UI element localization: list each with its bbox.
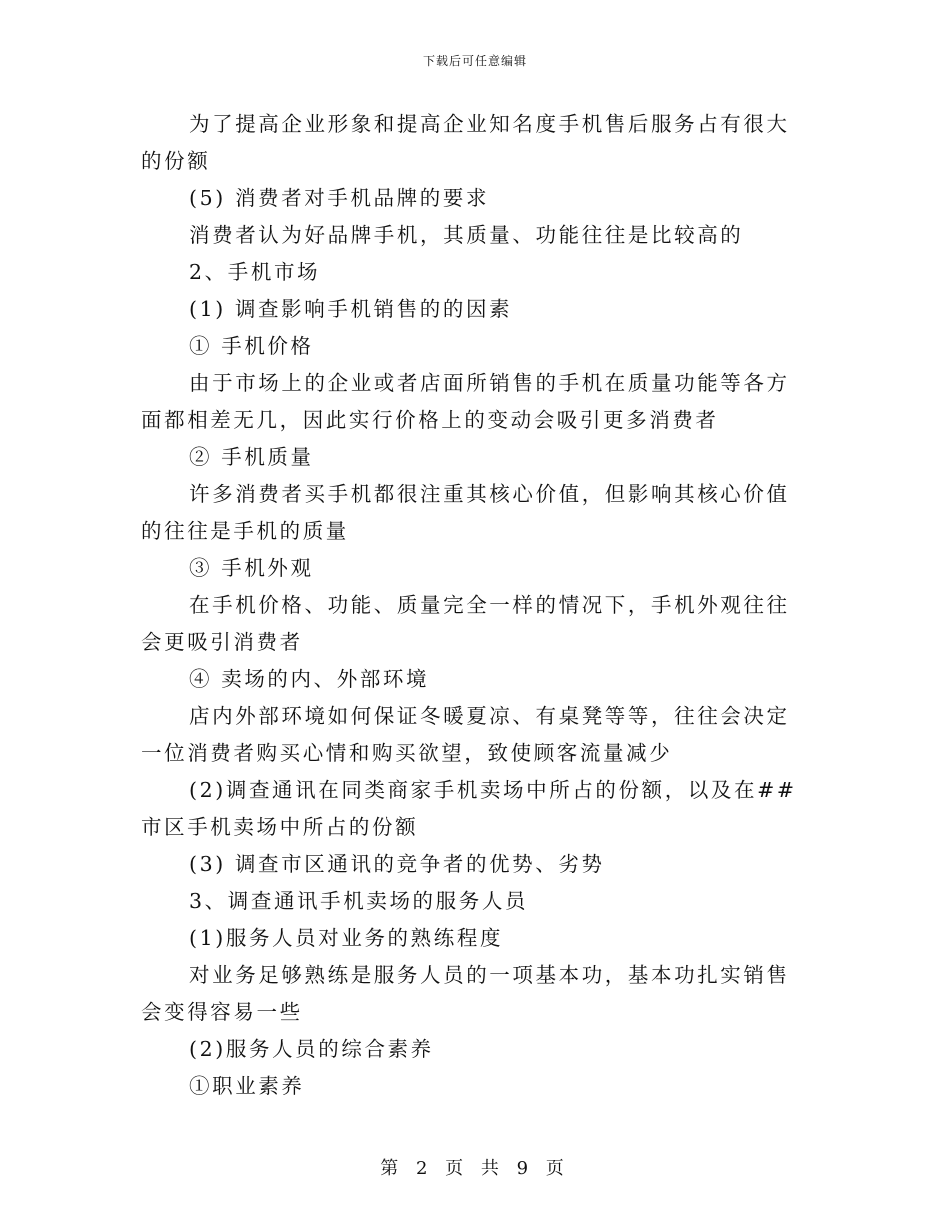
subsection-heading: (2)调查通讯在同类商家手机卖场中所占的份额，以及在##市区手机卖场中所占的份额: [141, 778, 797, 839]
paragraph: 为了提高企业形象和提高企业知名度手机售后服务占有很大的份额: [141, 112, 790, 173]
document-body: [141, 106, 809, 1105]
paragraph: 消费者认为好品牌手机，其质量、功能往往是比较高的: [189, 223, 744, 247]
subsection-heading: (1)服务人员对业务的熟练程度: [189, 926, 504, 950]
section-heading: 3、调查通讯手机卖场的服务人员: [189, 889, 529, 913]
subsection-heading: (3) 调查市区通讯的竞争者的优势、劣势: [189, 852, 605, 876]
list-item-heading: ③ 手机外观: [189, 556, 314, 580]
page-number: 第 2 页 共 9 页: [380, 1158, 570, 1179]
list-item-heading: ② 手机质量: [189, 445, 314, 469]
paragraph: 店内外部环境如何保证冬暖夏凉、有桌凳等等，往往会决定一位消费者购买心情和购买欲望，致使顾客流量减少: [141, 704, 790, 765]
list-item-heading: ① 手机价格: [189, 334, 314, 358]
paragraph: 由于市场上的企业或者店面所销售的手机在质量功能等各方面都相差无几，因此实行价格上的变动会吸引更多消费者: [141, 371, 790, 432]
list-item-heading: ①职业素养: [189, 1074, 305, 1098]
paragraph: 许多消费者买手机都很注重其核心价值，但影响其核心价值的往往是手机的质量: [141, 482, 790, 543]
paragraph: 对业务足够熟练是服务人员的一项基本功，基本功扎实销售会变得容易一些: [141, 963, 790, 1024]
list-item-heading: ④ 卖场的内、外部环境: [189, 667, 430, 691]
paragraph: (5) 消费者对手机品牌的要求: [189, 186, 490, 210]
page-header: 下载后可任意编辑: [422, 54, 527, 68]
paragraph: 在手机价格、功能、质量完全一样的情况下，手机外观往往会更吸引消费者: [141, 593, 790, 654]
section-heading: 2、手机市场: [189, 260, 321, 284]
subsection-heading: (1) 调查影响手机销售的的因素: [189, 297, 513, 321]
subsection-heading: (2)服务人员的综合素养: [189, 1037, 434, 1061]
